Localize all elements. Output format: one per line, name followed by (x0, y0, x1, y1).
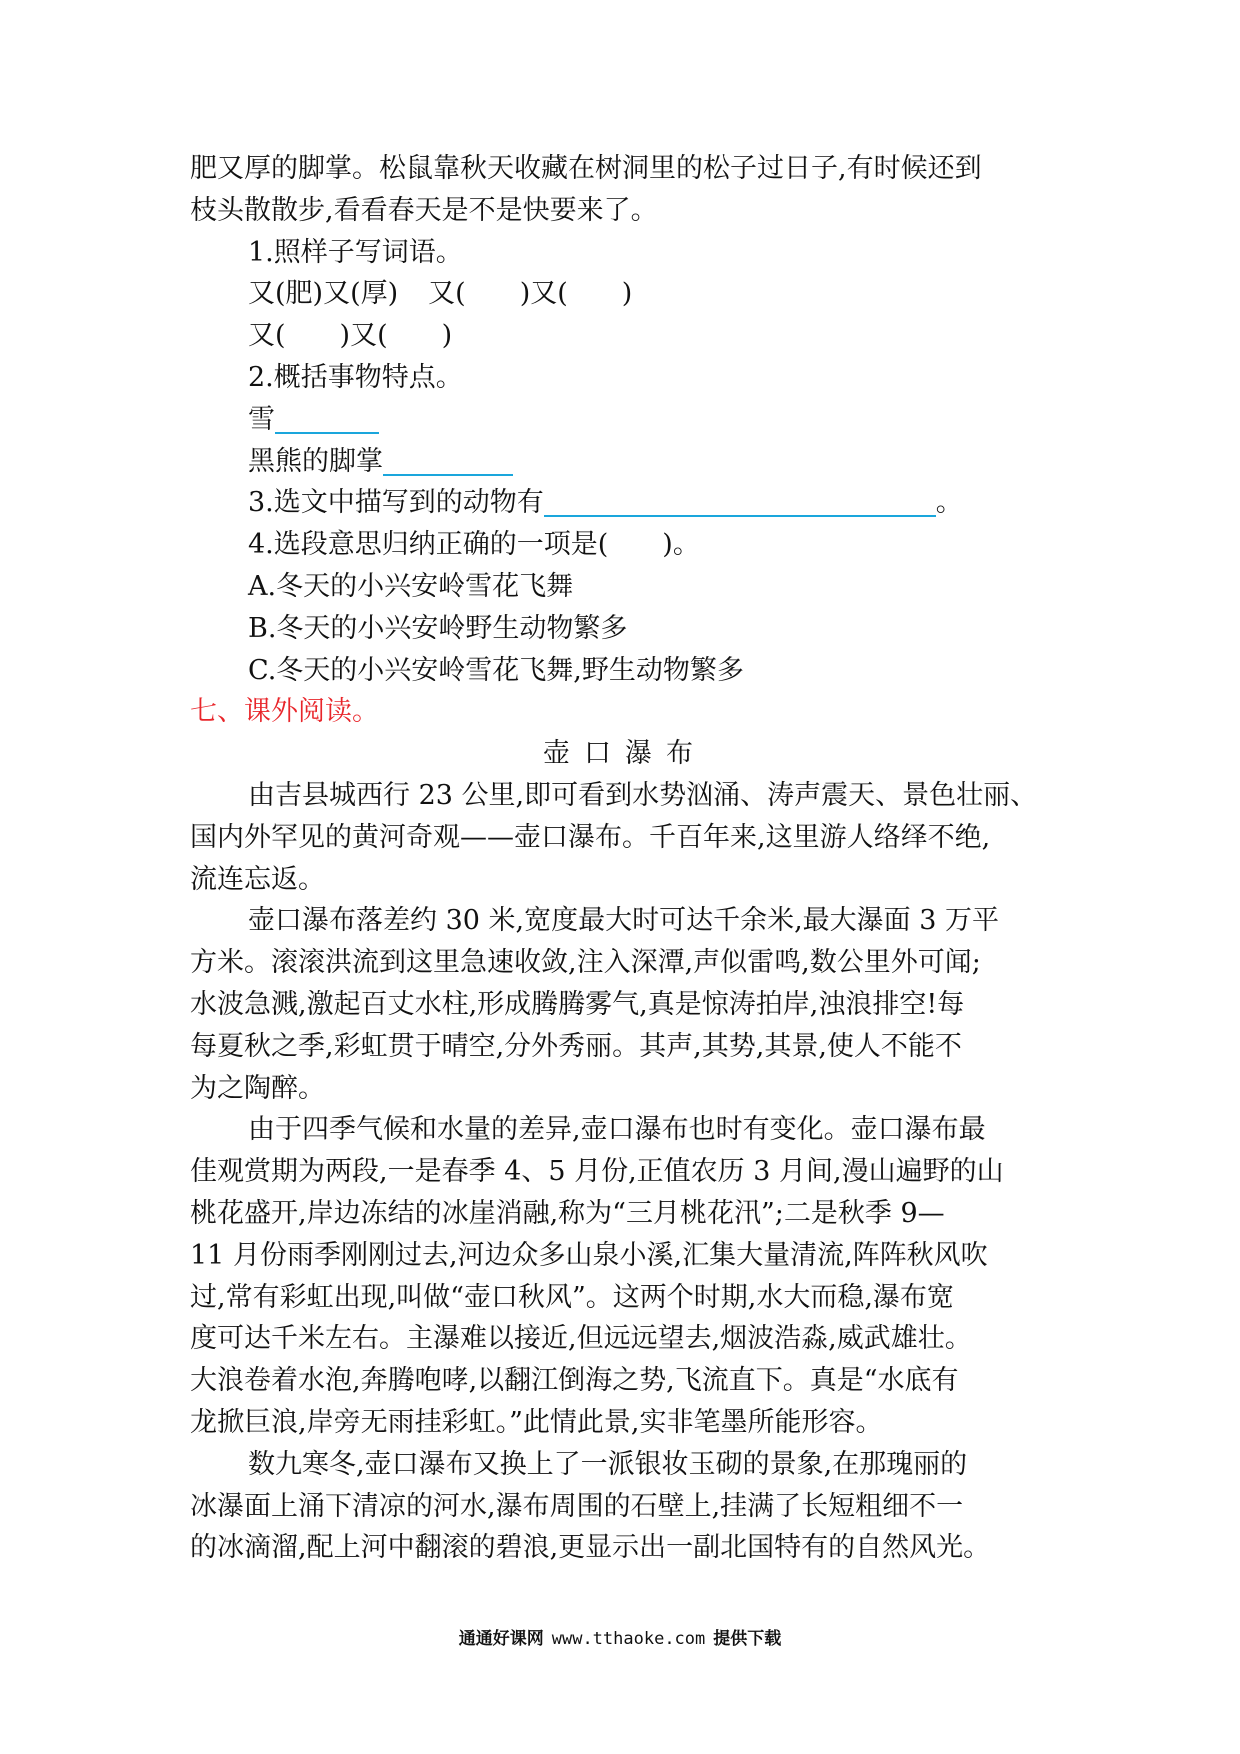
option-a[interactable]: A.冬天的小兴安岭雪花飞舞 (248, 570, 574, 602)
worksheet-page (190, 148, 1060, 1569)
article-line: 过,常有彩虹出现,叫做“壶口秋风”。这两个时期,水大而稳,瀑布宽 (190, 1281, 954, 1313)
passage-line: 肥又厚的脚掌。松鼠靠秋天收藏在树洞里的松子过日子,有时候还到 (190, 153, 982, 184)
article-line: 冰瀑面上涌下清凉的河水,瀑布周围的石壁上,挂满了长短粗细不一 (190, 1490, 964, 1522)
article-line: 的冰滴溜,配上河中翻滚的碧浪,更显示出一副北国特有的自然风光。 (190, 1532, 991, 1564)
article-line: 大浪卷着水泡,奔腾咆哮,以翻江倒海之势,飞流直下。真是“水底有 (190, 1365, 959, 1397)
question-1-row-2: 又( )又( ) (248, 320, 453, 352)
article-line: 桃花盛开,岸边冻结的冰崖消融,称为“三月桃花汛”;二是秋季 9— (190, 1197, 945, 1229)
article-line: 水波急溅,激起百丈水柱,形成腾腾雾气,真是惊涛拍岸,浊浪排空!每 (190, 988, 965, 1020)
footer-suffix: 提供下载 (713, 1629, 782, 1649)
article-line: 由于四季气候和水量的差异,壶口瀑布也时有变化。壶口瀑布最 (248, 1114, 986, 1146)
section-heading: 七、课外阅读。 (190, 696, 379, 728)
article-line: 流连忘返。 (190, 863, 325, 895)
article-line: 壶口瀑布落差约 30 米,宽度最大时可达千余米,最大瀑面 3 万平 (248, 905, 1000, 937)
question-1-prompt: 1.照样子写词语。 (248, 236, 463, 268)
article-line: 为之陶醉。 (190, 1072, 325, 1104)
option-c[interactable]: C.冬天的小兴安岭雪花飞舞,野生动物繁多 (248, 654, 744, 686)
passage-line: 枝头散散步,看看春天是不是快要来了。 (190, 194, 658, 226)
article-line: 佳观赏期为两段,一是春季 4、5 月份,正值农历 3 月间,漫山遍野的山 (190, 1156, 1004, 1188)
question-2-item-snow: 雪 (190, 399, 1060, 441)
article-line: 由吉县城西行 23 公里,即可看到水势汹涌、涛声震天、景色壮丽、 (248, 779, 1038, 811)
article-line: 方米。滚滚洪流到这里急速收敛,注入深潭,声似雷鸣,数公里外可闻; (190, 947, 981, 979)
question-1-row-1: 又(肥)又(厚) 又( )又( ) (248, 278, 633, 310)
article-line: 龙掀巨浪,岸旁无雨挂彩虹。”此情此景,实非笔墨所能形容。 (190, 1406, 883, 1438)
article-line: 数九寒冬,壶口瀑布又换上了一派银妆玉砌的景象,在那瑰丽的 (248, 1448, 968, 1480)
question-2-item-paw: 黑熊的脚掌 (190, 441, 1060, 483)
answer-line[interactable] (383, 444, 513, 476)
question-3: 3.选文中描写到的动物有 。 (248, 487, 963, 519)
question-4-prompt: 4.选段意思归纳正确的一项是( )。 (248, 529, 700, 561)
article-line: 度可达千米左右。主瀑难以接近,但远远望去,烟波浩淼,威武雄壮。 (190, 1323, 972, 1355)
option-b[interactable]: B.冬天的小兴安岭野生动物繁多 (248, 612, 628, 644)
page-footer (0, 1624, 1240, 1649)
article-line: 每夏秋之季,彩虹贯于晴空,分外秀丽。其声,其势,其景,使人不能不 (190, 1030, 962, 1062)
article-line: 国内外罕见的黄河奇观——壶口瀑布。千百年来,这里游人络绎不绝, (190, 821, 991, 853)
footer-url[interactable]: www.tthaoke.com (551, 1629, 706, 1649)
question-1-example: 又(肥)又(厚) (248, 278, 399, 310)
article-line: 11 月份雨季刚刚过去,河边众多山泉小溪,汇集大量清流,阵阵秋风吹 (190, 1239, 988, 1271)
answer-line[interactable] (544, 485, 936, 517)
article-title: 壶口瀑布 (543, 738, 707, 770)
footer-site-name: 通通好课网 (458, 1629, 544, 1649)
answer-line[interactable] (275, 402, 379, 434)
question-2-prompt: 2.概括事物特点。 (248, 361, 463, 393)
